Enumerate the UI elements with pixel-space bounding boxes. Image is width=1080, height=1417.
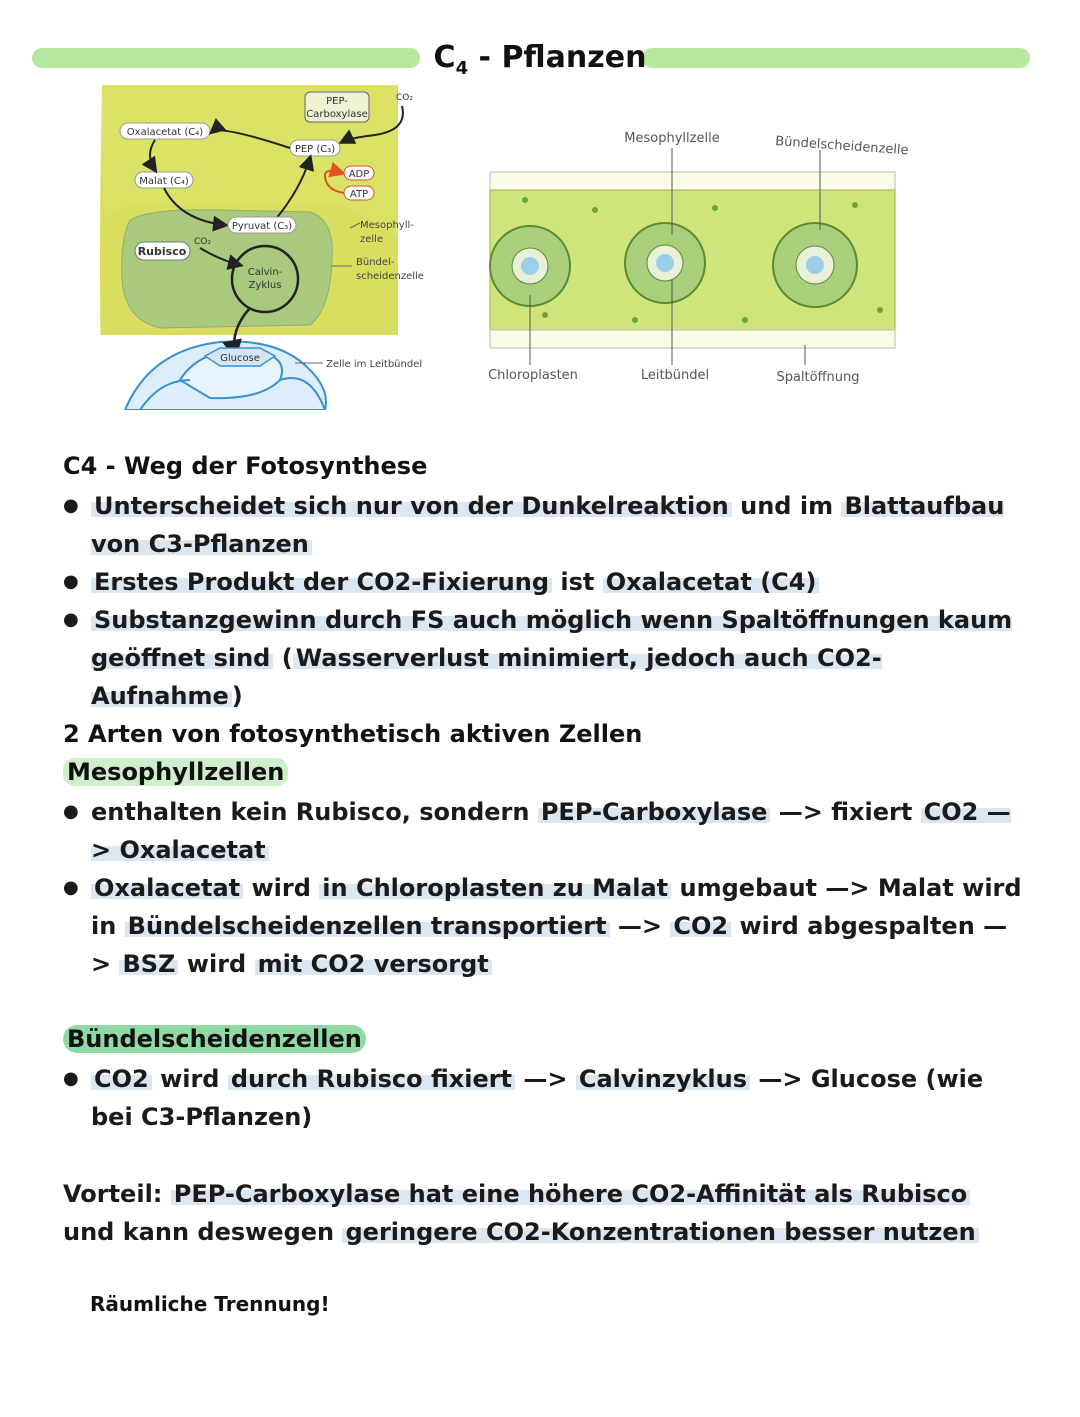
rubisco-label: Rubisco — [137, 245, 187, 258]
meso-label-1: Mesophyll- — [360, 220, 414, 231]
pep-carboxylase-label-2: Carboxylase — [306, 109, 368, 120]
bsz-subheading: Bündelscheidenzellen — [63, 1025, 366, 1053]
pep-c3-label: PEP (C₃) — [294, 144, 336, 155]
vorteil-paragraph: Vorteil: PEP-Carboxylase hat eine höhere CO2-Affinität als Rubisco und kann deswegen geringere CO2-Konzentrationen besser nutzen — [63, 1175, 1023, 1251]
co2-inner-label: CO₂ — [194, 237, 211, 247]
vascular-bundle-3 — [773, 223, 857, 307]
spaltoeffnung-label: Spaltöffnung — [776, 370, 860, 385]
page-title: $C_4$ - Pflanzen — [433, 40, 647, 79]
calvin-label-1: Calvin- — [247, 267, 283, 278]
leitbuendel-zelle-label: Zelle im Leitbündel — [326, 359, 423, 370]
leitbuendel-label: Leitbündel — [640, 368, 710, 383]
adp-label: ADP — [348, 169, 370, 180]
section2-heading: 2 Arten von fotosynthetisch aktiven Zellen — [63, 720, 643, 748]
bundle-sheath-cell-shape — [122, 210, 333, 328]
glucose-label: Glucose — [220, 353, 260, 364]
spatial-separation-note: Räumliche Trennung! — [90, 1292, 330, 1316]
co2-top-label: CO₂ — [396, 93, 413, 103]
chloroplasten-label: Chloroplasten — [488, 368, 578, 383]
bsz-label-1: Bündel- — [356, 257, 395, 268]
list-item: ● Oxalacetat wird in Chloroplasten zu Malat umgebaut —> Malat wird in Bündelscheidenzellen transportiert —> CO2 wird abgespalten —> BSZ wird mit CO2 versorgt — [63, 869, 1023, 983]
leaf-cross-section-diagram — [485, 120, 915, 400]
mesophyll-list — [63, 793, 1023, 983]
malat-label: Malat (C₄) — [139, 176, 189, 187]
pyruvat-label: Pyruvat (C₃) — [231, 221, 293, 232]
atp-label: ATP — [349, 189, 369, 200]
c4-pathway-diagram — [80, 80, 440, 410]
list-item: ● Unterscheidet sich nur von der Dunkelreaktion und im Blattaufbau von C3-Pflanzen — [63, 487, 1023, 563]
vascular-bundle-2 — [625, 223, 705, 303]
vascular-bundle-1 — [490, 226, 570, 306]
section1-heading: C4 - Weg der Fotosynthese — [63, 452, 428, 480]
list-item: ● CO2 wird durch Rubisco fixiert —> Calvinzyklus —> Glucose (wie bei C3-Pflanzen) — [63, 1060, 1023, 1136]
list-item: ● Erstes Produkt der CO2-Fixierung ist Oxalacetat (C4) — [63, 563, 1023, 601]
mesophyllzelle-label: Mesophyllzelle — [624, 131, 720, 146]
calvin-label-2: Zyklus — [248, 280, 282, 291]
meso-label-2: zelle — [360, 234, 384, 245]
mesophyll-subheading: Mesophyllzellen — [63, 758, 288, 786]
pep-carboxylase-label-1: PEP- — [326, 96, 348, 107]
bsz-label-2: scheidenzelle — [356, 271, 424, 282]
oxalacetat-label: Oxalacetat (C₄) — [126, 127, 204, 138]
section1-list — [63, 487, 1023, 715]
list-item: ● enthalten kein Rubisco, sondern PEP-Carboxylase —> fixiert CO2 —> Oxalacetat — [63, 793, 1023, 869]
list-item: ● Substanzgewinn durch FS auch möglich wenn Spaltöffnungen kaum geöffnet sind ( Wasserverlust minimiert, jedoch auch CO2-Aufnahme ) — [63, 601, 1023, 715]
bsz-list — [63, 1060, 1023, 1136]
buendelscheidenzelle-label: Bündelscheidenzelle — [774, 134, 910, 159]
